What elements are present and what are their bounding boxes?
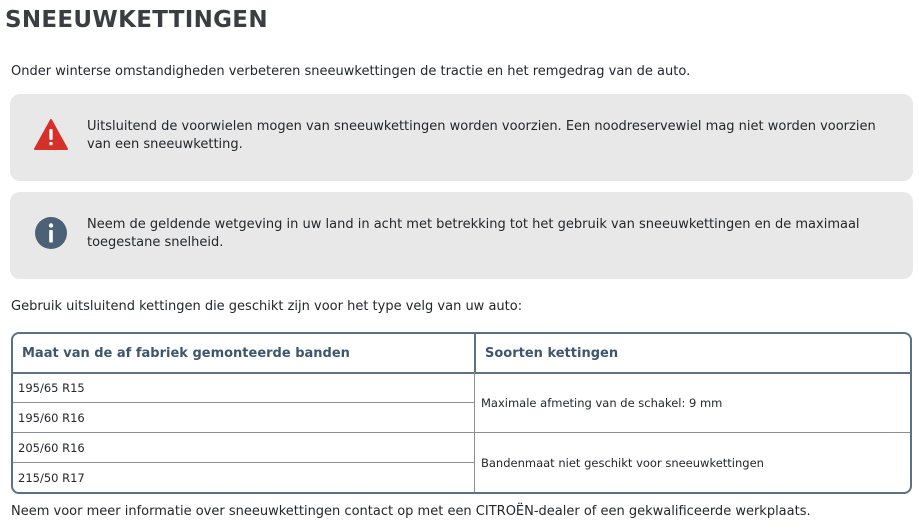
tyre-size-cell: 195/65 R15 (18, 381, 85, 395)
info-circle-icon (33, 215, 69, 251)
chain-type-cell: Bandenmaat niet geschikt voor sneeuwkettingen (481, 456, 764, 470)
warning-notice (10, 94, 913, 181)
tyre-size-cell: 215/50 R17 (18, 471, 85, 485)
column-divider (474, 372, 475, 494)
tyre-size-cell: 205/60 R16 (18, 441, 85, 455)
warning-triangle-icon (33, 117, 69, 153)
row-divider (13, 432, 910, 433)
table-header (13, 334, 910, 374)
page-title: SNEEUWKETTINGEN (5, 7, 268, 33)
row-divider (13, 402, 474, 403)
table-intro: Gebruik uitsluitend kettingen die geschikt zijn voor het type velg van uw auto: (11, 299, 523, 314)
row-divider (13, 462, 474, 463)
footer-text: Neem voor meer informatie over sneeuwkettingen contact op met een CITROËN-dealer of een gekwalificeerde werkplaats. (11, 504, 811, 519)
header-tyre-size: Maat van de af fabriek gemonteerde banden (22, 346, 350, 361)
header-chain-type: Soorten kettingen (485, 346, 619, 361)
chain-type-cell: Maximale afmeting van de schakel: 9 mm (481, 396, 723, 410)
intro-text: Onder winterse omstandigheden verbeteren sneeuwkettingen de tractie en het remgedrag van de auto. (11, 64, 691, 79)
header-divider (474, 334, 476, 372)
chains-table (11, 332, 912, 494)
warning-text: Uitsluitend de voorwielen mogen van sneeuwkettingen worden voorzien. Een noodreservewiel mag niet worden voorzien van een sneeuwketting. (87, 119, 876, 152)
info-notice (10, 192, 913, 279)
info-text: Neem de geldende wetgeving in uw land in acht met betrekking tot het gebruik van sneeuwkettingen en de maximaal toegestane snelheid. (87, 217, 860, 250)
tyre-size-cell: 195/60 R16 (18, 411, 85, 425)
